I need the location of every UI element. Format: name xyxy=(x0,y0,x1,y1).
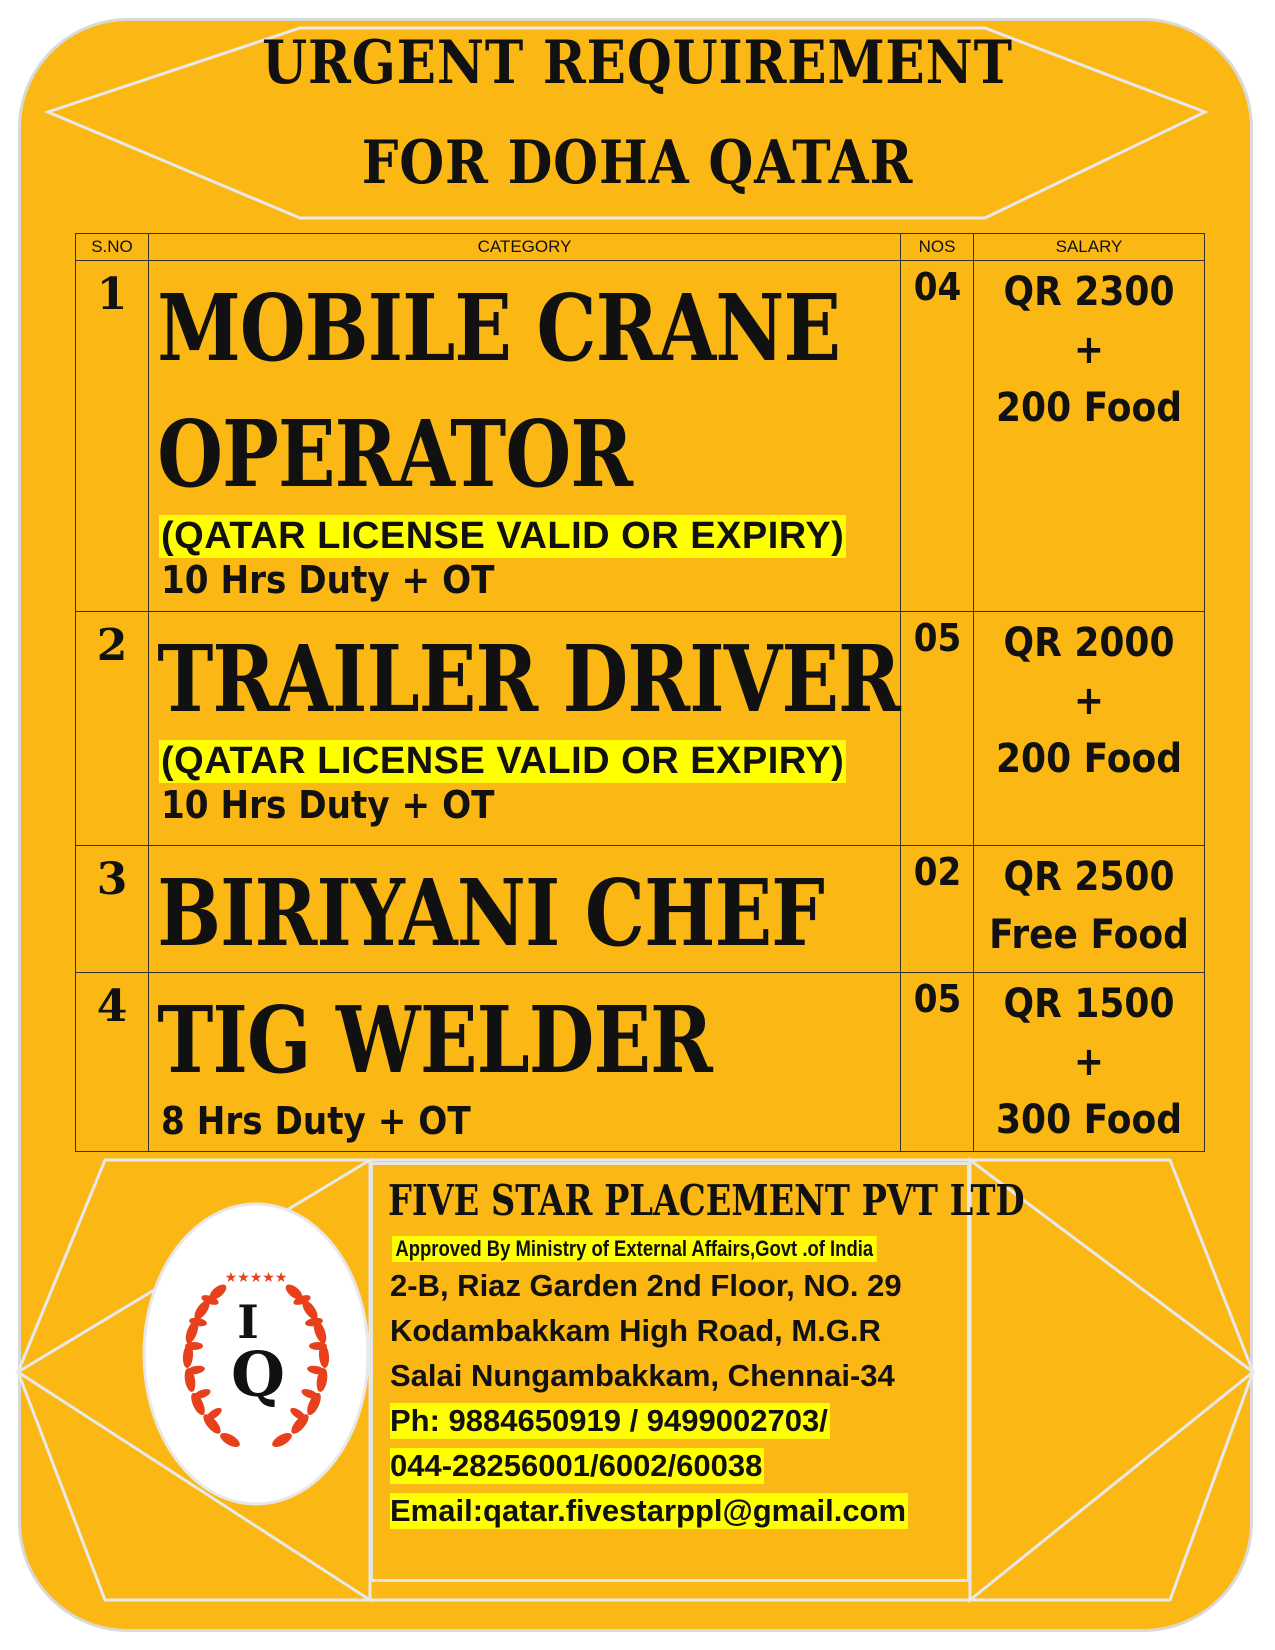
col-header-sno: S.NO xyxy=(76,234,149,261)
svg-text:★★★★★: ★★★★★ xyxy=(224,1270,288,1286)
duty-hours: 10 Hrs Duty + OT xyxy=(161,783,495,827)
row-salary xyxy=(974,612,1205,846)
table-row xyxy=(76,973,1205,1152)
salary-line: Free Food xyxy=(989,912,1189,958)
row-sno: 2 xyxy=(76,612,149,846)
table-row xyxy=(76,612,1205,846)
right-arrow-shape xyxy=(970,1160,1253,1600)
job-title-line: TRAILER DRIVER xyxy=(157,625,901,733)
stars-row xyxy=(225,1270,288,1286)
salary-line: + xyxy=(1073,678,1105,724)
row-category xyxy=(149,612,901,846)
row-salary xyxy=(974,846,1205,973)
salary-line: QR 2500 xyxy=(1003,854,1175,900)
job-title-line: TIG WELDER xyxy=(157,986,713,1094)
license-note: (QATAR LICENSE VALID OR EXPIRY) xyxy=(161,515,845,557)
license-note: (QATAR LICENSE VALID OR EXPIRY) xyxy=(161,740,845,782)
table-header-row xyxy=(76,234,1205,261)
table-row xyxy=(76,846,1205,973)
company-logo xyxy=(140,1200,372,1508)
row-salary xyxy=(974,973,1205,1152)
email-line: Email:qatar.fivestarppl@gmail.com xyxy=(390,1493,907,1528)
salary-line: QR 1500 xyxy=(1003,981,1175,1027)
address-line: Salai Nungambakkam, Chennai-34 xyxy=(390,1358,895,1393)
table-row xyxy=(76,261,1205,612)
title-line-1: URGENT REQUIREMENT xyxy=(262,28,1013,98)
row-nos: 04 xyxy=(904,261,970,612)
title-line-2: FOR DOHA QATAR xyxy=(361,128,914,198)
duty-hours: 8 Hrs Duty + OT xyxy=(161,1099,471,1143)
row-category xyxy=(149,261,901,612)
salary-line: QR 2300 xyxy=(1003,269,1175,315)
row-sno: 1 xyxy=(76,261,149,612)
row-sno: 3 xyxy=(76,846,149,973)
row-sno: 4 xyxy=(76,973,149,1152)
svg-text:I: I xyxy=(237,1295,259,1349)
col-header-category: CATEGORY xyxy=(149,234,901,261)
row-salary xyxy=(974,261,1205,612)
duty-hours: 10 Hrs Duty + OT xyxy=(161,558,495,602)
row-category xyxy=(149,973,901,1152)
row-nos: 02 xyxy=(904,846,970,973)
company-name: FIVE STAR PLACEMENT PVT LTD xyxy=(388,1176,1025,1225)
row-nos: 05 xyxy=(904,612,970,846)
phone-line: Ph: 9884650919 / 9499002703/ xyxy=(390,1403,828,1438)
job-title-line: BIRIYANI CHEF xyxy=(157,859,825,967)
salary-line: + xyxy=(1073,327,1105,373)
jobs-table xyxy=(75,233,1205,1152)
address-line: Kodambakkam High Road, M.G.R xyxy=(390,1313,881,1348)
salary-line: 300 Food xyxy=(995,1097,1183,1143)
phone-line: 044-28256001/6002/60038 xyxy=(390,1448,763,1483)
row-nos: 05 xyxy=(904,973,970,1152)
approval-note: Approved By Ministry of External Affairs,Govt .of India xyxy=(392,1236,877,1262)
address-line: 2-B, Riaz Garden 2nd Floor, NO. 29 xyxy=(390,1268,902,1303)
job-title-line: OPERATOR xyxy=(157,400,633,508)
salary-line: QR 2000 xyxy=(1003,620,1175,666)
col-header-salary: SALARY xyxy=(974,234,1205,261)
svg-text:Q: Q xyxy=(230,1338,286,1411)
row-category xyxy=(149,846,901,973)
salary-line: + xyxy=(1073,1039,1105,1085)
col-header-nos: NOS xyxy=(901,234,974,261)
salary-line: 200 Food xyxy=(995,385,1183,431)
job-title-line: MOBILE CRANE xyxy=(157,274,841,382)
salary-line: 200 Food xyxy=(995,736,1183,782)
